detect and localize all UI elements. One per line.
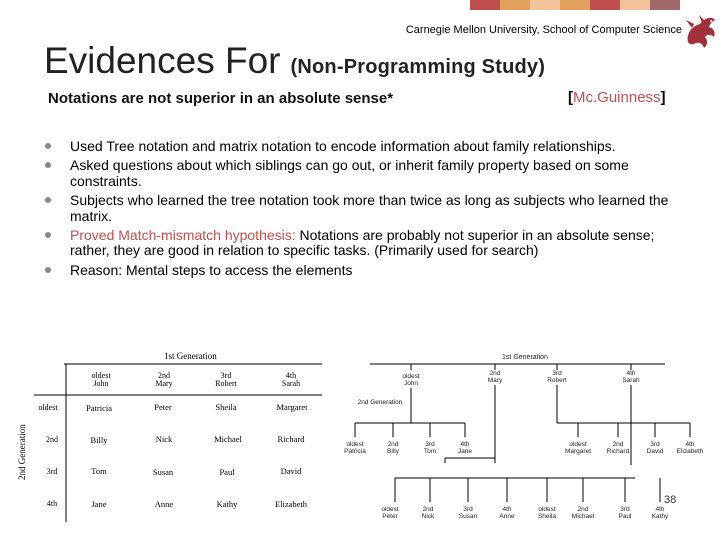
- bullet-list: [44, 139, 674, 282]
- svg-text:John: John: [403, 380, 419, 387]
- svg-text:3rd: 3rd: [620, 506, 630, 513]
- tree-parents: [402, 370, 640, 387]
- institution-label: Carnegie Mellon University, School of Computer Science: [405, 24, 682, 36]
- dragon-logo-icon: [682, 12, 718, 52]
- svg-text:Elizabeth: Elizabeth: [274, 499, 308, 509]
- bullet-item: Used Tree notation and matrix notation to encode information about family relationships.: [44, 139, 674, 154]
- svg-text:4th: 4th: [460, 441, 470, 448]
- svg-text:Anne: Anne: [499, 513, 515, 520]
- bullet-item: Subjects who learned the tree notation took more than twice as long as subjects who learned the matrix.: [44, 193, 674, 224]
- svg-text:2nd: 2nd: [387, 441, 399, 448]
- svg-text:3rd: 3rd: [650, 441, 660, 448]
- svg-text:Mary: Mary: [487, 377, 503, 384]
- svg-text:Margaret: Margaret: [564, 448, 592, 455]
- svg-text:4th: 4th: [46, 499, 58, 508]
- svg-text:4th: 4th: [655, 506, 665, 513]
- svg-text:oldest: oldest: [402, 373, 420, 380]
- svg-text:4th: 4th: [285, 371, 297, 380]
- tree-group-john: [344, 441, 472, 455]
- svg-text:3rd: 3rd: [552, 370, 562, 377]
- svg-text:Peter: Peter: [154, 402, 172, 412]
- svg-text:Billy: Billy: [90, 435, 108, 445]
- svg-text:Jane: Jane: [91, 499, 107, 509]
- svg-text:oldest: oldest: [381, 506, 399, 513]
- svg-text:2nd: 2nd: [158, 371, 170, 380]
- matrix-row-labels: [38, 403, 58, 508]
- svg-text:3rd: 3rd: [463, 506, 473, 513]
- tree-group-robert: [565, 441, 704, 455]
- svg-text:Susan: Susan: [152, 467, 174, 477]
- matrix-col-labels: [91, 371, 300, 388]
- svg-text:Sarah: Sarah: [281, 379, 301, 388]
- svg-text:Anne: Anne: [154, 499, 174, 509]
- svg-text:Michael: Michael: [571, 513, 595, 520]
- tree-group-sarah: [538, 506, 669, 520]
- svg-text:Sheila: Sheila: [215, 402, 237, 412]
- svg-text:Jane: Jane: [457, 448, 473, 455]
- svg-text:Sarah: Sarah: [622, 377, 640, 384]
- svg-text:Peter: Peter: [382, 513, 398, 520]
- svg-text:2nd: 2nd: [422, 506, 434, 513]
- svg-text:Mary: Mary: [155, 379, 173, 388]
- bullet-highlight: Proved Match-mismatch hypothesis:: [70, 227, 296, 244]
- svg-text:2nd: 2nd: [612, 441, 624, 448]
- slide-subtitle: Notations are not superior in an absolute sense*: [48, 90, 394, 107]
- title-sub: (Non-Programming Study): [290, 56, 546, 78]
- title-main: Evidences For: [44, 40, 281, 81]
- tree-group-mary: [381, 506, 515, 520]
- bullet-dot-icon: [45, 162, 51, 168]
- bullet-item: Reason: Mental steps to access the elements: [44, 263, 674, 278]
- svg-text:oldest: oldest: [91, 371, 111, 380]
- citation: [Mc.Guinness]: [568, 89, 666, 106]
- svg-text:3rd: 3rd: [46, 467, 58, 476]
- svg-text:David: David: [646, 448, 664, 455]
- svg-text:Nick: Nick: [421, 513, 435, 520]
- svg-text:Tom: Tom: [91, 466, 107, 476]
- svg-text:John: John: [93, 379, 109, 388]
- svg-text:Paul: Paul: [618, 513, 632, 520]
- svg-text:Margaret: Margaret: [276, 402, 308, 412]
- svg-text:Sheila: Sheila: [537, 513, 557, 520]
- svg-text:4th: 4th: [685, 441, 695, 448]
- svg-text:Kathy: Kathy: [216, 499, 238, 509]
- matrix-row-header: 2nd Generation: [17, 424, 27, 480]
- svg-text:oldest: oldest: [346, 441, 364, 448]
- tree-gen1-label: 1st Generation: [502, 354, 548, 361]
- bullet-item: Asked questions about which siblings can go out, or inherit family property based on some constraints.: [44, 158, 674, 189]
- citation-name: Mc.Guinness: [573, 89, 661, 106]
- svg-text:4th: 4th: [502, 506, 512, 513]
- svg-text:Paul: Paul: [219, 467, 235, 477]
- bullet-dot-icon: [45, 232, 51, 238]
- bullet-dot-icon: [45, 197, 51, 203]
- bullet-dot-icon: [45, 143, 51, 149]
- page-number: 38: [664, 494, 677, 506]
- svg-text:2nd: 2nd: [489, 370, 501, 377]
- svg-text:3rd: 3rd: [220, 371, 232, 380]
- svg-text:Richard: Richard: [277, 434, 305, 444]
- svg-text:Michael: Michael: [214, 434, 242, 444]
- svg-text:4th: 4th: [626, 370, 636, 377]
- svg-text:Tom: Tom: [423, 448, 437, 455]
- tree-gen2-label: 2nd Generation: [357, 399, 403, 406]
- svg-text:Susan: Susan: [458, 513, 478, 520]
- matrix-cells: [86, 402, 308, 509]
- svg-text:Robert: Robert: [215, 379, 237, 388]
- svg-text:2nd: 2nd: [46, 435, 58, 444]
- matrix-notation-figure: [14, 340, 324, 525]
- svg-text:2nd: 2nd: [577, 506, 589, 513]
- bullet-dot-icon: [45, 267, 51, 273]
- slide-title: [44, 40, 545, 82]
- svg-text:3rd: 3rd: [425, 441, 435, 448]
- svg-text:Kathy: Kathy: [651, 513, 669, 520]
- tree-notation-figure: [335, 340, 710, 525]
- svg-text:oldest: oldest: [38, 403, 58, 412]
- svg-text:Robert: Robert: [547, 377, 567, 384]
- matrix-col-header: 1st Generation: [164, 351, 217, 361]
- svg-text:Patricia: Patricia: [344, 448, 366, 455]
- accent-bar: [0, 0, 720, 10]
- svg-text:Billy: Billy: [387, 448, 399, 455]
- svg-text:David: David: [280, 466, 302, 476]
- svg-text:Elizabeth: Elizabeth: [676, 448, 704, 455]
- svg-text:Patricia: Patricia: [86, 403, 112, 413]
- svg-text:oldest: oldest: [538, 506, 556, 513]
- svg-text:Richard: Richard: [606, 448, 630, 455]
- svg-text:oldest: oldest: [569, 441, 587, 448]
- svg-text:Nick: Nick: [155, 434, 173, 444]
- bullet-item: Proved Match-mismatch hypothesis: Notations are probably not superior in an absolute sense; rather, they are good in relation to specific tasks. (Primarily used for search): [44, 228, 674, 259]
